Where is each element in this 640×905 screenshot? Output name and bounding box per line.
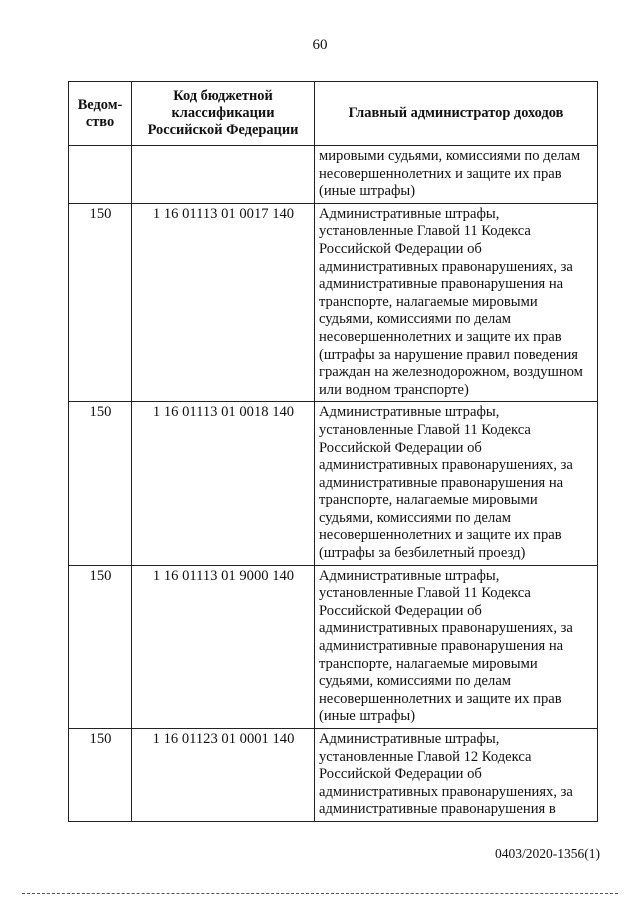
bottom-divider [22, 893, 618, 894]
cell-code: 1 16 01113 01 0018 140 [132, 402, 315, 565]
cell-code: 1 16 01113 01 9000 140 [132, 565, 315, 728]
header-code: Код бюджетной классификации Российской Федерации [132, 82, 315, 146]
cell-dept: 150 [69, 203, 132, 402]
cell-description: мировыми судьями, комиссиями по делам несовершеннолетних и защите их прав (иные штрафы) [315, 146, 598, 204]
table-row [69, 203, 598, 402]
cell-code [132, 146, 315, 204]
table-row [69, 565, 598, 728]
table-row [69, 146, 598, 204]
budget-classification-table [68, 81, 598, 822]
cell-code: 1 16 01123 01 0001 140 [132, 729, 315, 822]
cell-description: Административные штрафы, установленные Главой 12 Кодекса Российской Федерации об административных правонарушениях, за административные правонарушения в [315, 729, 598, 822]
table-row [69, 729, 598, 822]
cell-description: Административные штрафы, установленные Главой 11 Кодекса Российской Федерации об административных правонарушениях, за административные правонарушения на транспорте, налагаемые мировыми судьями, комиссиями по делам несовершеннолетних и защите их прав (иные штрафы) [315, 565, 598, 728]
cell-description: Административные штрафы, установленные Главой 11 Кодекса Российской Федерации об административных правонарушениях, за административные правонарушения на транспорте, налагаемые мировыми судьями, комиссиями по делам несовершеннолетних и защите их прав (штрафы за безбилетный проезд) [315, 402, 598, 565]
cell-code: 1 16 01113 01 0017 140 [132, 203, 315, 402]
table-row [69, 402, 598, 565]
document-registration-code: 0403/2020-1356(1) [495, 846, 600, 861]
header-dept: Ведом-ство [69, 82, 132, 146]
cell-dept: 150 [69, 565, 132, 728]
page-number: 60 [312, 37, 328, 53]
header-admin: Главный администратор доходов [315, 82, 598, 146]
table-header-row [69, 82, 598, 146]
cell-dept: 150 [69, 402, 132, 565]
cell-description: Административные штрафы, установленные Главой 11 Кодекса Российской Федерации об административных правонарушениях, за административные правонарушения на транспорте, налагаемые мировыми судьями, комиссиями по делам несовершеннолетних и защите их прав (штрафы за нарушение правил поведения граждан на железнодорожном, воздушном или водном транспорте) [315, 203, 598, 402]
cell-dept: 150 [69, 729, 132, 822]
cell-dept [69, 146, 132, 204]
